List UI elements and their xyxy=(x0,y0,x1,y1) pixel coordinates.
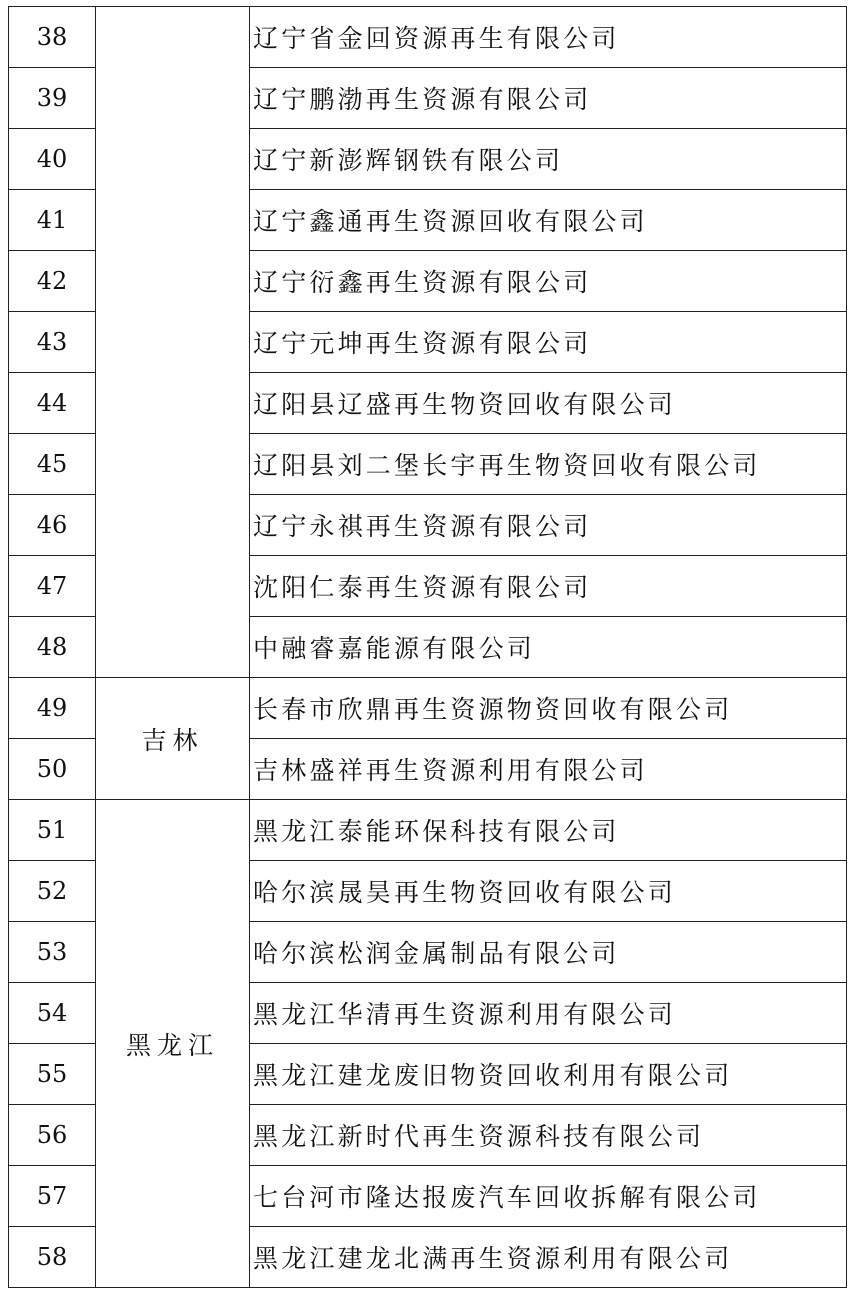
row-number: 38 xyxy=(9,7,96,68)
row-number: 44 xyxy=(9,373,96,434)
row-number: 51 xyxy=(9,800,96,861)
province-cell xyxy=(96,7,250,678)
row-number: 46 xyxy=(9,495,96,556)
company-name: 黑龙江新时代再生资源科技有限公司 xyxy=(250,1105,847,1166)
company-name: 辽阳县辽盛再生物资回收有限公司 xyxy=(250,373,847,434)
row-number: 58 xyxy=(9,1227,96,1288)
row-number: 57 xyxy=(9,1166,96,1227)
row-number: 56 xyxy=(9,1105,96,1166)
row-number: 47 xyxy=(9,556,96,617)
company-name: 吉林盛祥再生资源利用有限公司 xyxy=(250,739,847,800)
province-cell: 黑龙江 xyxy=(96,800,250,1288)
table-row xyxy=(9,800,847,861)
row-number: 42 xyxy=(9,251,96,312)
company-name: 辽宁永祺再生资源有限公司 xyxy=(250,495,847,556)
row-number: 54 xyxy=(9,983,96,1044)
row-number: 43 xyxy=(9,312,96,373)
company-list-table xyxy=(8,6,847,1288)
company-name: 辽宁鑫通再生资源回收有限公司 xyxy=(250,190,847,251)
row-number: 41 xyxy=(9,190,96,251)
company-name: 哈尔滨晟昊再生物资回收有限公司 xyxy=(250,861,847,922)
company-name: 中融睿嘉能源有限公司 xyxy=(250,617,847,678)
company-name: 辽宁鹏渤再生资源有限公司 xyxy=(250,68,847,129)
company-name: 辽宁省金回资源再生有限公司 xyxy=(250,7,847,68)
company-name: 沈阳仁泰再生资源有限公司 xyxy=(250,556,847,617)
company-name: 七台河市隆达报废汽车回收拆解有限公司 xyxy=(250,1166,847,1227)
table-row xyxy=(9,678,847,739)
company-name: 辽宁新澎辉钢铁有限公司 xyxy=(250,129,847,190)
row-number: 40 xyxy=(9,129,96,190)
company-name: 黑龙江华清再生资源利用有限公司 xyxy=(250,983,847,1044)
table-body xyxy=(9,7,847,1288)
company-name: 辽宁元坤再生资源有限公司 xyxy=(250,312,847,373)
row-number: 45 xyxy=(9,434,96,495)
company-name: 辽阳县刘二堡长宇再生物资回收有限公司 xyxy=(250,434,847,495)
row-number: 52 xyxy=(9,861,96,922)
row-number: 53 xyxy=(9,922,96,983)
company-name: 长春市欣鼎再生资源物资回收有限公司 xyxy=(250,678,847,739)
row-number: 50 xyxy=(9,739,96,800)
row-number: 39 xyxy=(9,68,96,129)
row-number: 55 xyxy=(9,1044,96,1105)
row-number: 49 xyxy=(9,678,96,739)
company-name: 辽宁衍鑫再生资源有限公司 xyxy=(250,251,847,312)
province-cell: 吉林 xyxy=(96,678,250,800)
company-name: 哈尔滨松润金属制品有限公司 xyxy=(250,922,847,983)
company-name: 黑龙江泰能环保科技有限公司 xyxy=(250,800,847,861)
company-name: 黑龙江建龙废旧物资回收利用有限公司 xyxy=(250,1044,847,1105)
row-number: 48 xyxy=(9,617,96,678)
table-row xyxy=(9,7,847,68)
company-name: 黑龙江建龙北满再生资源利用有限公司 xyxy=(250,1227,847,1288)
